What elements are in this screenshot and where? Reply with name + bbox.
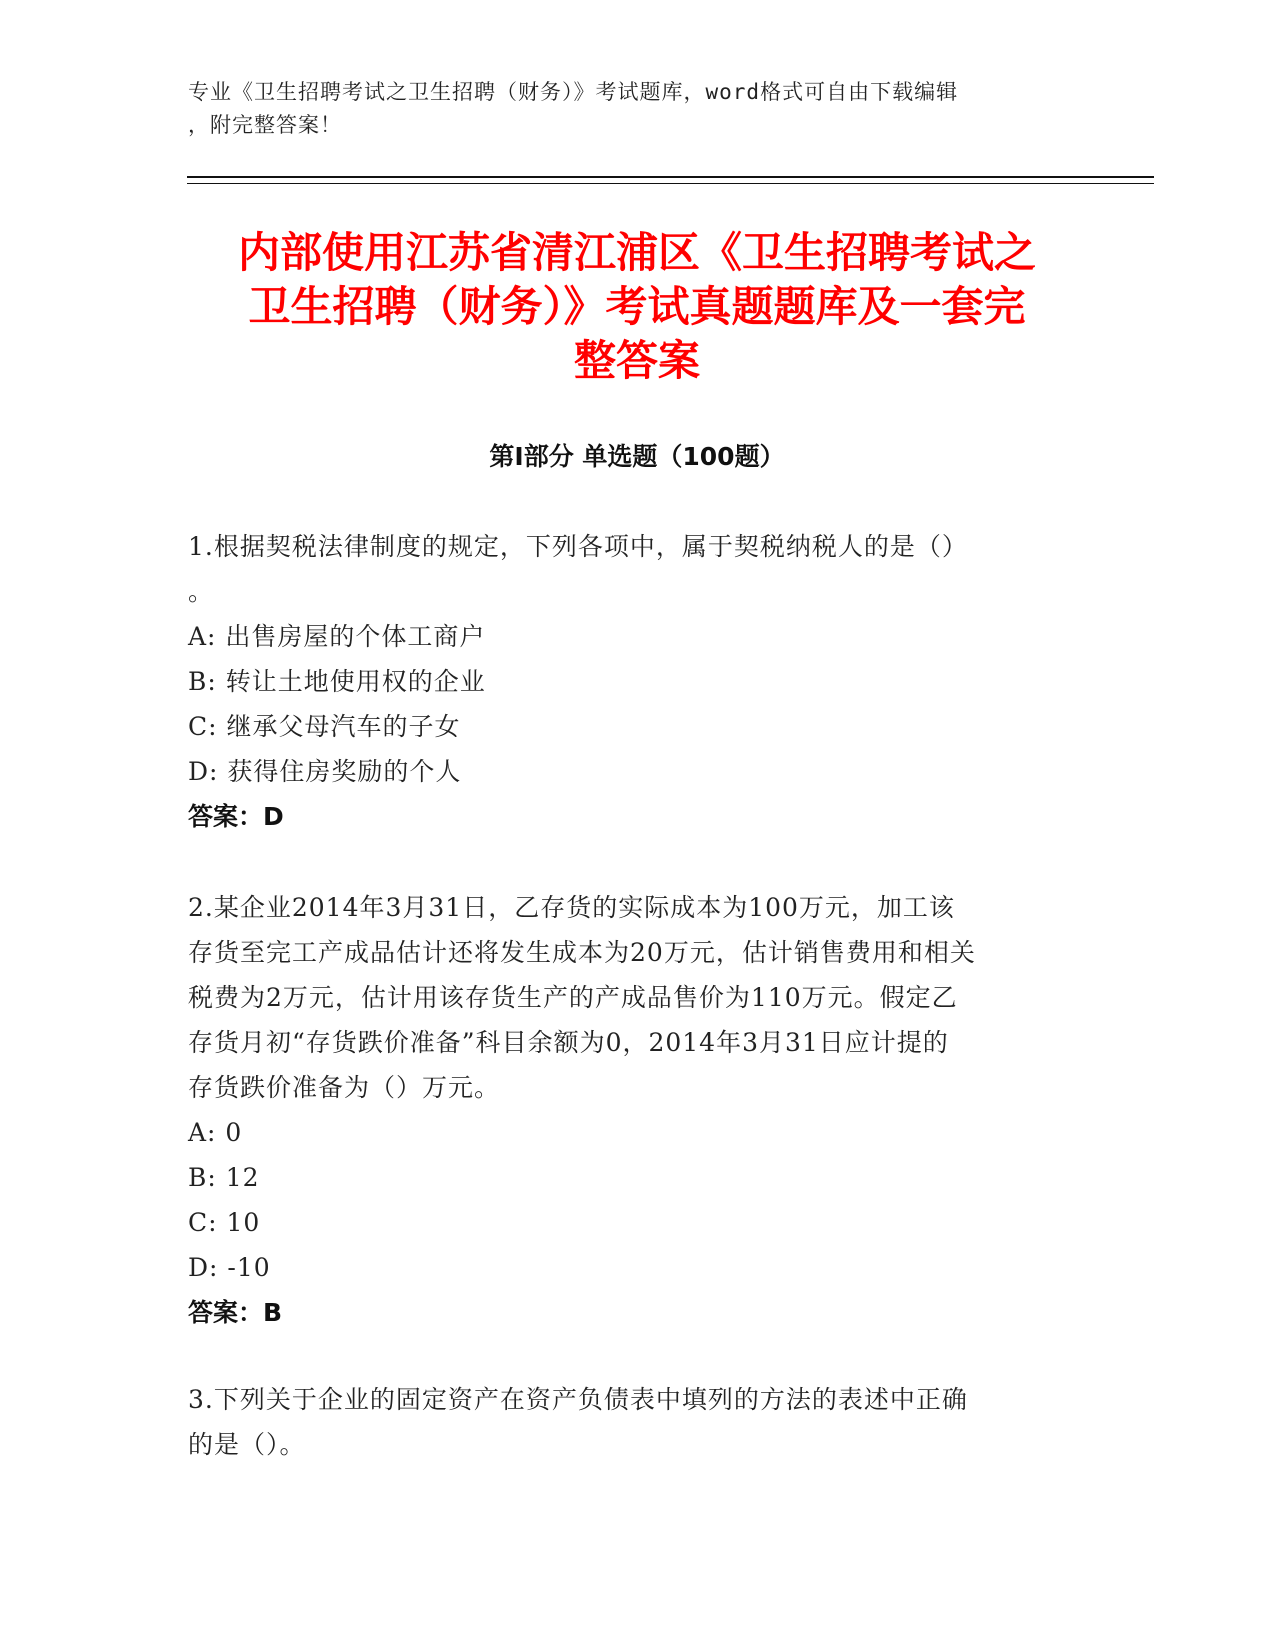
question-2 (188, 885, 1088, 1335)
option-c: C: 继承父母汽车的子女 (188, 712, 461, 741)
question-stem-line: 税费为2万元，估计用该存货生产的产成品售价为110万元。假定乙 (188, 983, 958, 1012)
question-stem-line: 2.某企业2014年3月31日，乙存货的实际成本为100万元，加工该 (188, 893, 955, 922)
option-d: D: -10 (188, 1253, 271, 1282)
question-1 (188, 524, 1088, 839)
title-line-1: 内部使用江苏省清江浦区《卫生招聘考试之 (237, 228, 1036, 277)
question-3 (188, 1377, 1088, 1467)
section-heading: 第Ⅰ部分 单选题（100题） (489, 442, 785, 471)
header-note-line-2: ，附完整答案！ (188, 113, 342, 137)
question-stem-line: 存货跌价准备为（）万元。 (188, 1073, 501, 1102)
document-title (187, 226, 1087, 388)
option-b: B: 转让土地使用权的企业 (188, 667, 486, 696)
header-note-line-1: 专业《卫生招聘考试之卫生招聘（财务）》考试题库，word格式可自由下载编辑 (188, 80, 959, 104)
question-stem-line: 1.根据契税法律制度的规定，下列各项中，属于契税纳税人的是（） (188, 532, 968, 561)
answer: 答案：B (188, 1298, 283, 1327)
question-stem-line: 。 (188, 577, 215, 606)
option-a: A: 0 (188, 1118, 243, 1147)
question-stem-line: 3.下列关于企业的固定资产在资产负债表中填列的方法的表述中正确 (188, 1385, 968, 1414)
question-stem-line: 存货月初“存货跌价准备”科目余额为0，2014年3月31日应计提的 (188, 1028, 949, 1057)
option-a: A: 出售房屋的个体工商户 (188, 622, 486, 651)
answer: 答案：D (188, 802, 284, 831)
header-divider-thin (187, 183, 1154, 184)
title-line-2: 卫生招聘（财务）》考试真题题库及一套完 (248, 282, 1026, 331)
header-divider-thick (187, 176, 1154, 178)
option-c: C: 10 (188, 1208, 261, 1237)
question-stem-line: 存货至完工产成品估计还将发生成本为20万元，估计销售费用和相关 (188, 938, 976, 967)
option-b: B: 12 (188, 1163, 260, 1192)
question-stem-line: 的是（）。 (188, 1430, 306, 1459)
header-note (188, 76, 1068, 142)
option-d: D: 获得住房奖励的个人 (188, 757, 462, 786)
title-line-3: 整答案 (573, 336, 700, 385)
